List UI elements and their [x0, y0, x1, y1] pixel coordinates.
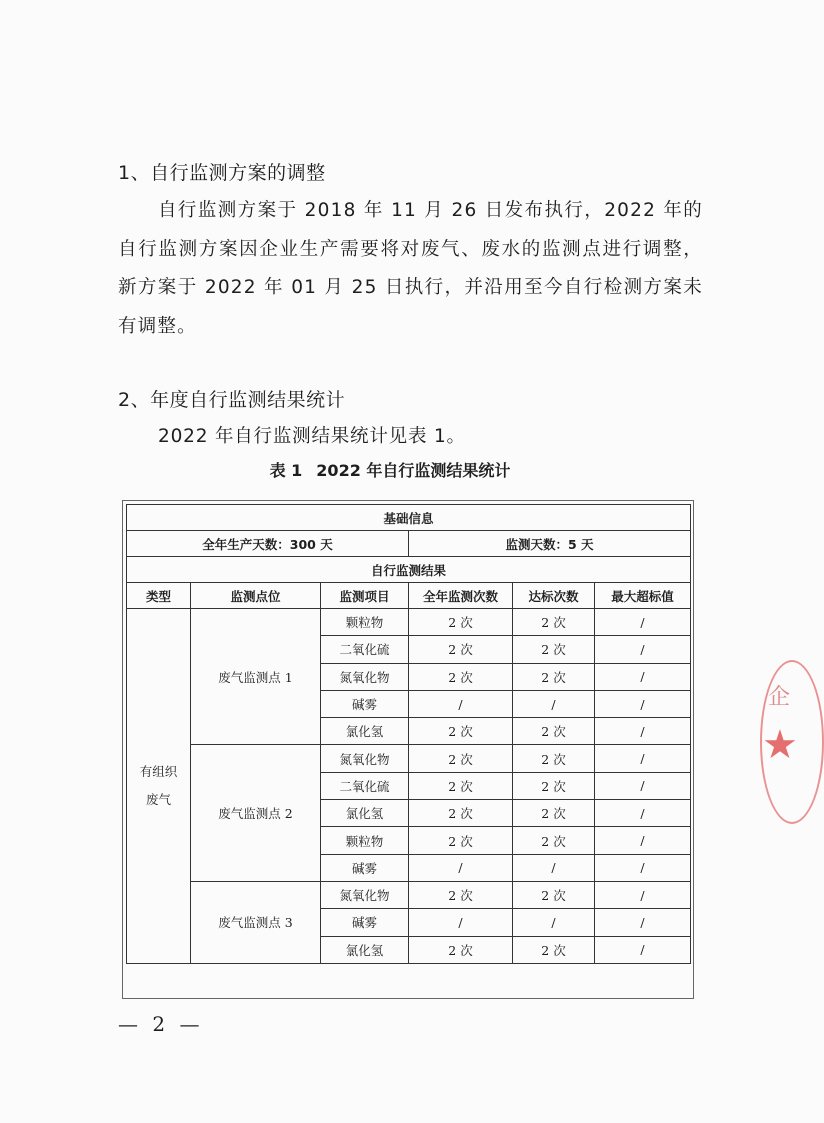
table-caption-number: 表 1 [269, 461, 303, 480]
annual-count-cell: 2 次 [409, 772, 513, 799]
header-max-exceed: 最大超标值 [595, 583, 691, 609]
pass-count-cell: 2 次 [513, 663, 595, 690]
table-row-results-title [127, 557, 691, 583]
monitoring-point-cell: 废气监测点 1 [191, 609, 321, 745]
table-row-basic-info [127, 505, 691, 531]
annual-count-cell: / [409, 690, 513, 717]
table-caption [0, 458, 794, 481]
monitoring-item-cell: 氮氧化物 [321, 663, 409, 690]
pass-count-cell: 2 次 [513, 718, 595, 745]
header-point: 监测点位 [191, 583, 321, 609]
type-cell: 有组织废气 [127, 609, 191, 964]
annual-count-cell: 2 次 [409, 800, 513, 827]
annual-count-cell: 2 次 [409, 663, 513, 690]
header-pass-count: 达标次数 [513, 583, 595, 609]
annual-count-cell: / [409, 854, 513, 881]
star-icon: ★ [762, 722, 798, 768]
max-exceed-cell: / [595, 745, 691, 772]
max-exceed-cell: / [595, 690, 691, 717]
pass-count-cell: 2 次 [513, 745, 595, 772]
monitoring-item-cell: 氯化氢 [321, 718, 409, 745]
basic-info-title: 基础信息 [127, 505, 691, 531]
monitoring-point-cell: 废气监测点 3 [191, 881, 321, 963]
table-row [127, 745, 691, 772]
pass-count-cell: / [513, 690, 595, 717]
max-exceed-cell: / [595, 854, 691, 881]
pass-count-cell: / [513, 854, 595, 881]
header-annual-count: 全年监测次数 [409, 583, 513, 609]
table-row [127, 881, 691, 908]
max-exceed-cell: / [595, 772, 691, 799]
annual-count-cell: 2 次 [409, 609, 513, 636]
annual-count-cell: 2 次 [409, 881, 513, 908]
max-exceed-cell: / [595, 636, 691, 663]
pass-count-cell: 2 次 [513, 772, 595, 799]
pass-count-cell: 2 次 [513, 881, 595, 908]
page-number: — 2 — [118, 1012, 204, 1036]
header-type: 类型 [127, 583, 191, 609]
table-row-days [127, 531, 691, 557]
max-exceed-cell: / [595, 881, 691, 908]
header-item: 监测项目 [321, 583, 409, 609]
section-1-paragraph: 自行监测方案于 2018 年 11 月 26 日发布执行，2022 年的自行监测方案因企业生产需要将对废气、废水的监测点进行调整，新方案于 2022 年 01 月 25 日执行，并沿用至今自行检测方案未有调整。 [118, 200, 703, 337]
pass-count-cell: / [513, 909, 595, 936]
table-reference-text: 2022 年自行监测结果统计见表 1。 [158, 426, 466, 447]
table-header-row [127, 583, 691, 609]
monitoring-item-cell: 碱雾 [321, 854, 409, 881]
max-exceed-cell: / [595, 909, 691, 936]
annual-count-cell: 2 次 [409, 936, 513, 963]
monitoring-item-cell: 二氧化硫 [321, 636, 409, 663]
annual-count-cell: 2 次 [409, 718, 513, 745]
monitoring-item-cell: 碱雾 [321, 690, 409, 717]
pass-count-cell: 2 次 [513, 827, 595, 854]
results-title: 自行监测结果 [127, 557, 691, 583]
max-exceed-cell: / [595, 827, 691, 854]
pass-count-cell: 2 次 [513, 800, 595, 827]
table-row [127, 609, 691, 636]
table-caption-title: 2022 年自行监测结果统计 [316, 461, 511, 480]
max-exceed-cell: / [595, 800, 691, 827]
monitoring-results-table [126, 504, 691, 964]
max-exceed-cell: / [595, 718, 691, 745]
annual-count-cell: 2 次 [409, 745, 513, 772]
monitoring-item-cell: 氮氧化物 [321, 745, 409, 772]
pass-count-cell: 2 次 [513, 936, 595, 963]
monitoring-item-cell: 氯化氢 [321, 936, 409, 963]
pass-count-cell: 2 次 [513, 609, 595, 636]
max-exceed-cell: / [595, 663, 691, 690]
monitoring-days-cell: 监测天数：5 天 [409, 531, 691, 557]
monitoring-item-cell: 氯化氢 [321, 800, 409, 827]
monitoring-item-cell: 颗粒物 [321, 827, 409, 854]
section-1-heading: 1、自行监测方案的调整 [118, 162, 326, 184]
annual-count-cell: 2 次 [409, 827, 513, 854]
monitoring-item-cell: 二氧化硫 [321, 772, 409, 799]
monitoring-item-cell: 颗粒物 [321, 609, 409, 636]
annual-count-cell: 2 次 [409, 636, 513, 663]
monitoring-point-cell: 废气监测点 2 [191, 745, 321, 881]
monitoring-item-cell: 氮氧化物 [321, 881, 409, 908]
max-exceed-cell: / [595, 609, 691, 636]
pass-count-cell: 2 次 [513, 636, 595, 663]
seal-text: 企 [768, 685, 791, 710]
max-exceed-cell: / [595, 936, 691, 963]
section-2-heading: 2、年度自行监测结果统计 [118, 389, 346, 411]
monitoring-item-cell: 碱雾 [321, 909, 409, 936]
annual-count-cell: / [409, 909, 513, 936]
production-days-cell: 全年生产天数：300 天 [127, 531, 409, 557]
